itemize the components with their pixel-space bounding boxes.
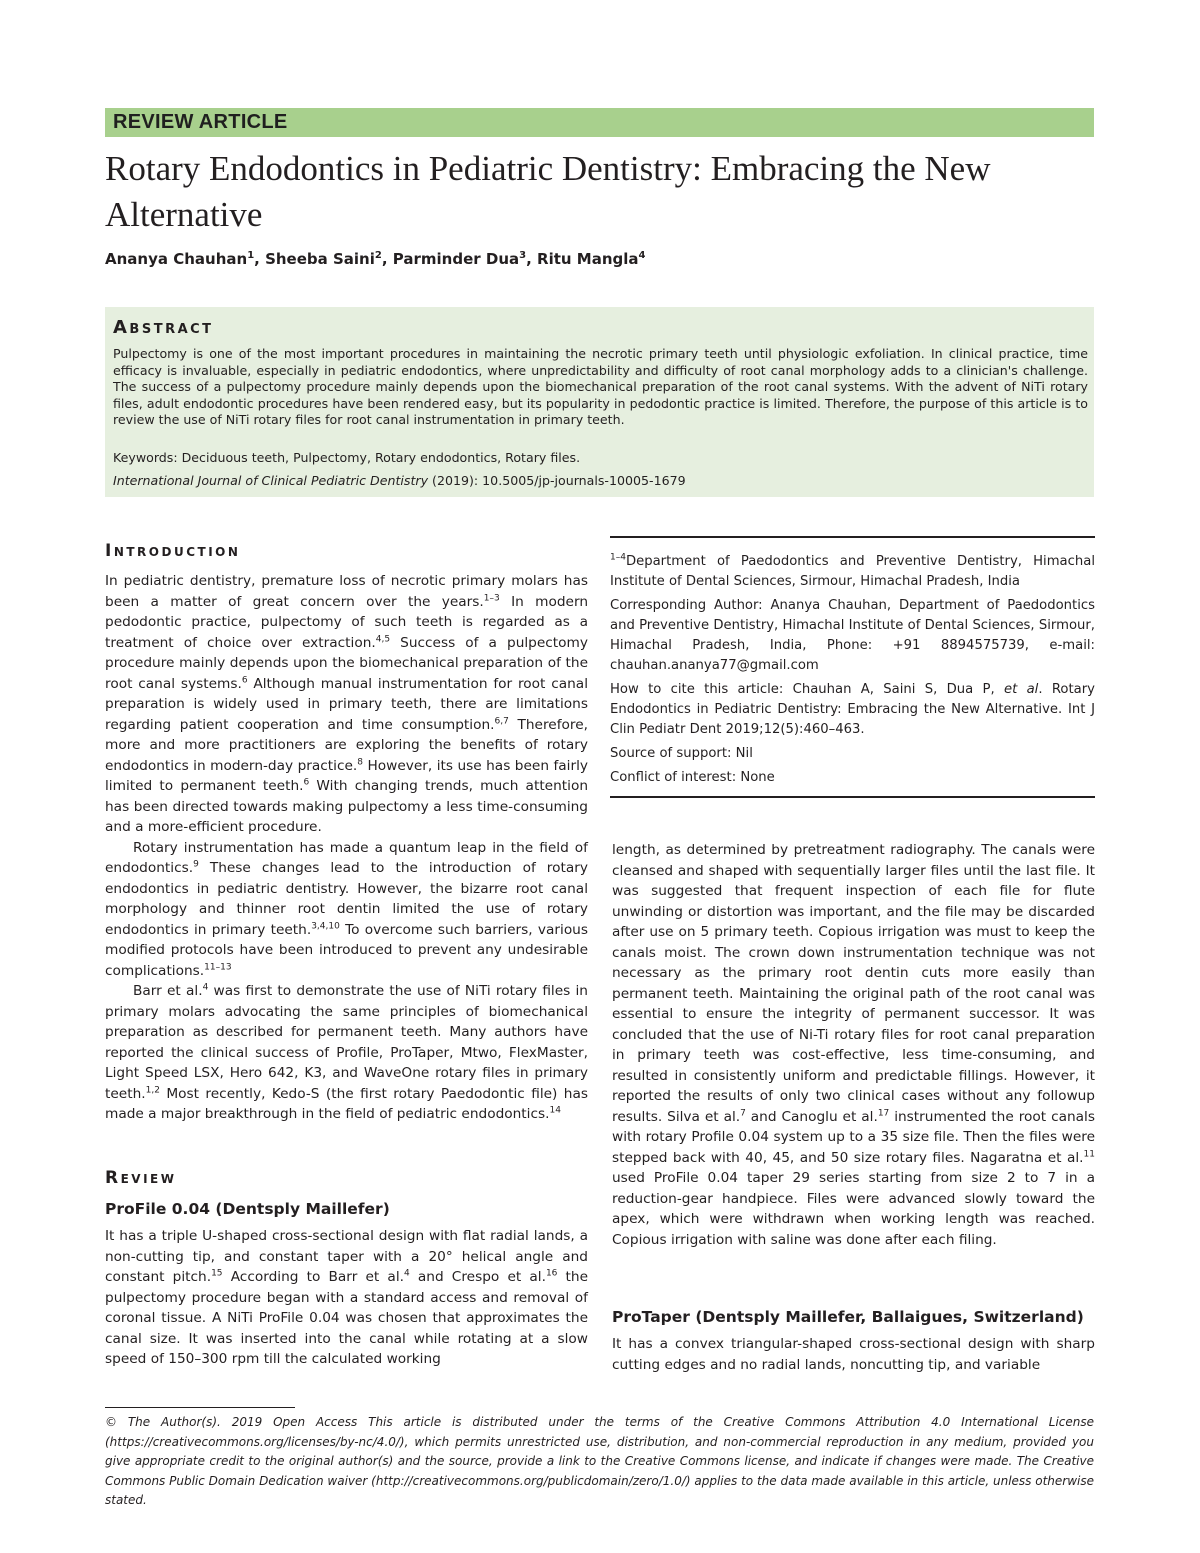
author-name: Ananya Chauhan	[105, 250, 248, 268]
article-title: Rotary Endodontics in Pediatric Dentistry: Embracing the New Alternative	[105, 149, 991, 234]
abstract-heading: Abstract	[113, 317, 214, 338]
protaper-subheading: ProTaper (Dentsply Maillefer, Ballaigues, Switzerland)	[612, 1308, 1084, 1326]
article-type-banner	[105, 108, 1094, 137]
introduction-heading: Introduction	[105, 541, 241, 561]
profile-body-continued	[612, 840, 1095, 1250]
info-box-top-rule	[610, 536, 1095, 538]
protaper-body	[612, 1334, 1095, 1375]
paragraph: Barr et al.$^4$ was first to demonstrate the use of NiTi rotary files in primary molars advocating the same principles of biomechanical preparation as described for permanent teeth. Many authors have reported the clinical success of Profile, ProTaper, Mtwo, FlexMaster, Light Speed LSX, Hero 642, K3, and WaveOne rotary files in primary teeth.$^{1,2}$ Most recently, Kedo-S (the first rotary Paedodontic file) has made a major breakthrough in the field of pediatric endodontics.$^{14}$	[105, 982, 588, 1122]
license-footnote: © The Author(s). 2019 Open Access This article is distributed under the terms of the Creative Commons Attribution 4.0 International License (https://creativecommons.org/licenses/by-nc/4.0/), which permits unrestricted use, distribution, and non-commercial reproduction in any medium, provided you give appropriate credit to the original author(s) and the source, provide a link to the Creative Commons license, and indicate if changes were made. The Creative Commons Public Domain Dedication waiver (http://creativecommons.org/publicdomain/zero/1.0/) applies to the data made available in this article, unless otherwise stated.	[105, 1415, 1094, 1507]
paragraph: It has a triple U-shaped cross-sectional design with flat radial lands, a non-cutting tip, and constant taper with a 20° helical angle and constant pitch.$^{15}$ According to Barr et al.$^4$ and Crespo et al.$^{16}$ the pulpectomy procedure began with a standard access and removal of coronal tissue. A NiTi ProFile 0.04 was chosen that approximates the canal size. It was inserted into the canal while rotating at a slow speed of 150–300 rpm till the calculated working	[105, 1228, 589, 1367]
profile-subheading: ProFile 0.04 (Dentsply Maillefer)	[105, 1200, 390, 1218]
paragraph: Rotary instrumentation has made a quantum leap in the field of endodontics.$^9$ These changes lead to the introduction of rotary endodontics in pediatric dentistry. However, the bizarre root canal morphology and thinner root dentin limited the use of rotary endodontics in primary teeth.$^{3,4,10}$ To overcome such barriers, various modified protocols have been introduced to prevent any undesirable complications.$^{11-13}$	[105, 839, 588, 979]
introduction-body	[105, 571, 588, 1125]
footnote-rule	[105, 1407, 295, 1408]
abstract-box	[105, 307, 1094, 497]
author-name: Parminder Dua	[392, 250, 520, 268]
paragraph: It has a convex triangular-shaped cross-sectional design with sharp cutting edges and no radial lands, noncutting tip, and variable	[612, 1336, 1095, 1373]
paragraph: In pediatric dentistry, premature loss of necrotic primary molars has been a matter of great concern over the years.$^{1-3}$ In modern pedodontic practice, pulpectomy of such teeth is regarded as a treatment of choice over extraction.$^{4,5}$ Success of a pulpectomy procedure mainly depends upon the biomechanical preparation of the root canal systems.$^6$ Although manual instrumentation for root canal preparation is widely used in primary teeth, there are limitations regarding patient cooperation and time consumption.$^{6,7}$ Therefore, more and more practitioners are exploring the benefits of rotary endodontics in modern-day practice.$^8$ However, its use has been fairly limited to permanent teeth.$^6$ With changing trends, much attention has been directed towards making pulpectomy a less time-consuming and a more-efficient procedure.	[105, 573, 589, 835]
conflict-of-interest: Conflict of interest: None	[610, 770, 775, 785]
affiliation: $^{1-4}$Department of Paedodontics and Preventive Dentistry, Himachal Institute of Dental Sciences, Sirmour, Himachal Pradesh, India	[610, 552, 1095, 589]
how-to-cite: How to cite this article: Chauhan A, Saini S, Dua P, et al. Rotary Endodontics in Pediatric Dentistry: Embracing the New Alternative. Int J Clin Pediatr Dent 2019;12(5):460–463.	[610, 682, 1095, 737]
source-of-support: Source of support: Nil	[610, 746, 753, 761]
review-heading: Review	[105, 1168, 177, 1188]
journal-citation: International Journal of Clinical Pediatric Dentistry (2019): 10.5005/jp-journals-10005-1679	[113, 473, 686, 488]
abstract-text: Pulpectomy is one of the most important procedures in maintaining the necrotic primary teeth until physiologic exfoliation. In clinical practice, time efficacy is invaluable, especially in pediatric endodontics, where unpredictability and difficulty of root canal morphology adds to a clinician's challenge. The success of a pulpectomy procedure mainly depends upon the biomechanical preparation of the root canal systems. With the advent of NiTi rotary files, adult endodontic procedures have been rendered easy, but its popularity in pedodontic practice is limited. Therefore, the purpose of this article is to review the use of NiTi rotary files for root canal instrumentation in primary teeth.	[113, 346, 1088, 427]
corresponding-author: Corresponding Author: Ananya Chauhan, Department of Paedodontics and Preventive Dentistry, Himachal Institute of Dental Sciences, Sirmour, Himachal Pradesh, India, Phone: +91 8894575739, e-mail: chauhan.ananya77@gmail.com	[610, 598, 1095, 673]
author-name: Sheeba Saini	[265, 250, 375, 268]
author-name: Ritu Mangla	[537, 250, 639, 268]
article-type-label: REVIEW ARTICLE	[113, 111, 288, 133]
paragraph: length, as determined by pretreatment radiography. The canals were cleansed and shaped with sequentially larger files until the last file. It was suggested that frequent inspection of each file for flute unwinding or distortion was important, and the file may be discarded after use on 5 primary teeth. Copious irrigation was must to keep the canals moist. The crown down instrumentation technique was not necessary as the primary root dentin cuts more easily than permanent teeth. Maintaining the original path of the root canal was essential to ensure the integrity of permanent successor. It was concluded that the use of Ni-Ti rotary files for root canal preparation in primary teeth was cost-effective, less time-consuming, and resulted in consistently uniform and predictable fillings. However, it reported the results of only two clinical cases without any followup results. Silva et al.$^7$ and Canoglu et al.$^{17}$ instrumented the root canals with rotary Profile 0.04 system up to a 35 size file. Then the files were stepped back with 40, 45, and 50 size rotary files. Nagaratna et al.$^{11}$ used ProFile 0.04 taper 29 series starting from size 2 to 7 in a reduction-gear handpiece. Files were advanced slowly toward the apex, which were withdrawn when working length was reached. Copious irrigation with saline was done after each filing.	[612, 842, 1095, 1248]
keywords: Keywords: Deciduous teeth, Pulpectomy, Rotary endodontics, Rotary files.	[113, 450, 581, 465]
profile-body	[105, 1226, 588, 1370]
info-box-bottom-rule	[610, 796, 1095, 798]
article-info-box	[610, 552, 1095, 792]
author-list: Ananya Chauhan$^1$, Sheeba Saini$^2$, Parminder Dua$^3$, Ritu Mangla$^4$	[105, 250, 646, 268]
